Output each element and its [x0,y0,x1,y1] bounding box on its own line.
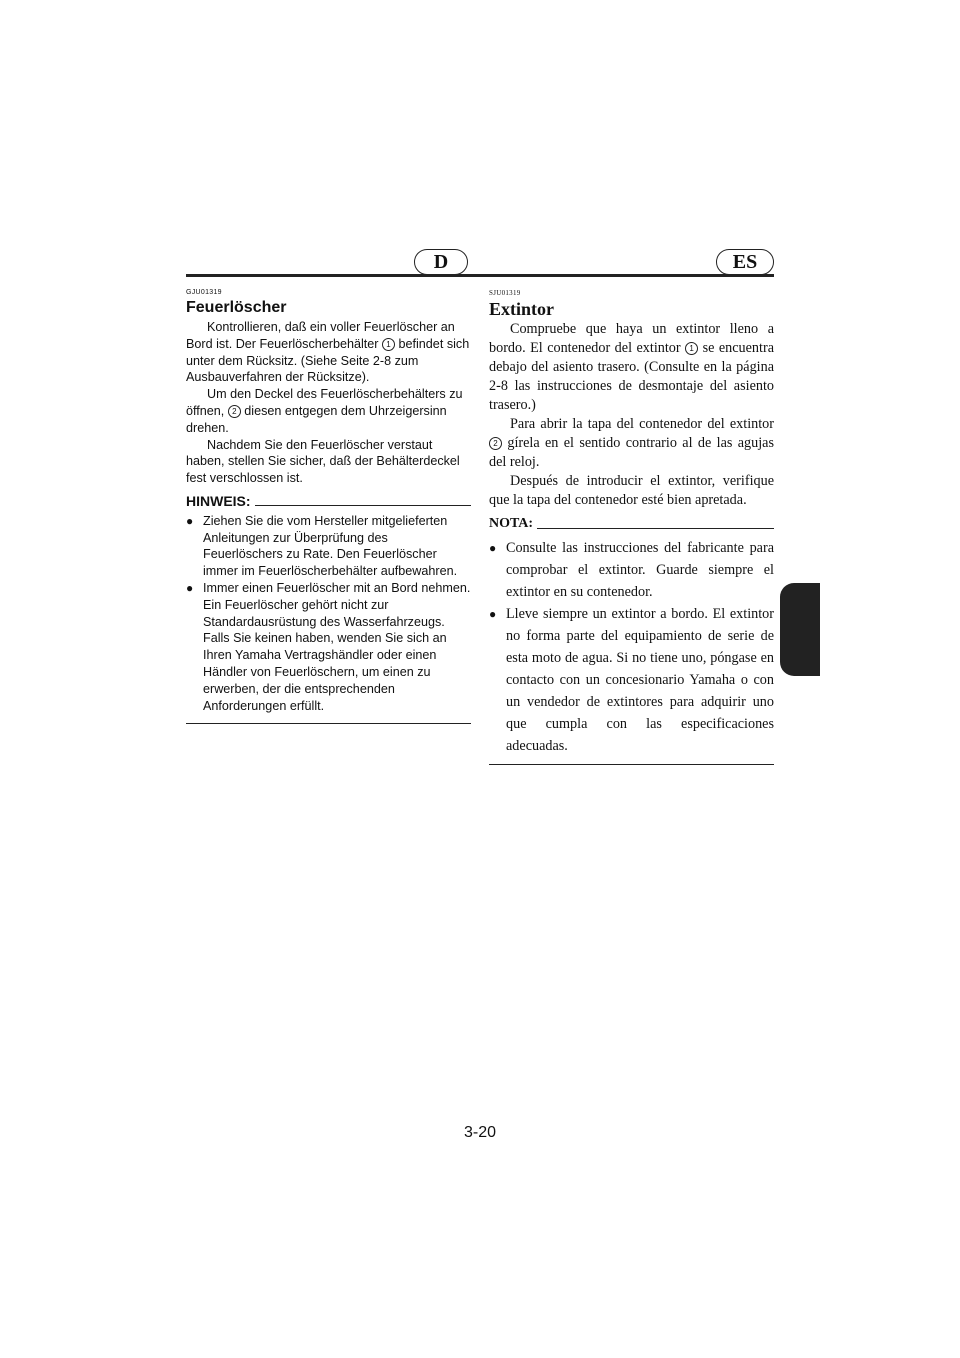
callout-number: 2 [228,405,241,418]
section-code: SJU01319 [489,289,521,297]
german-column [186,289,471,724]
list-item: ● Immer einen Feuerlöscher mit an Bord nehmen. Ein Feuerlöscher gehört nicht zur Standardausrüstung des Wasserfahrzeugs. Falls Sie keinen haben, wenden Sie sich an Ihren Yamaha Vertragshändler oder einen Händler von Feuerlöschern, um einen zu erwerben, der die entsprechenden Anforderungen erfüllt. [186,580,471,713]
bullet-icon: ● [186,513,194,528]
callout-number: 1 [382,338,395,351]
note-label: HINWEIS: [186,492,251,509]
note-rule [255,505,471,506]
section-title: Feuerlöscher [186,299,287,316]
chapter-tab [780,583,820,676]
language-tab-d: D [414,249,468,275]
section-code: GJU01319 [186,289,222,296]
list-item: ● Lleve siempre un extintor a bordo. El extintor no forma parte del equipamiento de serie de esta moto de agua. Si no tiene uno, póngase en contacto con un concesionario Yamaha o con un vendedor de extintores para adquirir uno que cumpla con las especificaciones adecuadas. [489,603,774,757]
section-title: Extintor [489,299,554,319]
end-rule [489,764,774,765]
note-heading [186,493,471,510]
language-tab-es: ES [716,249,774,275]
bullet-icon: ● [489,607,497,621]
paragraph: Kontrollieren, daß ein voller Feuerlöscher an Bord ist. Der Feuerlöscherbehälter 1 befindet sich unter dem Rücksitz. (Siehe Seite 2-8 zum Ausbauverfahren der Rücksitze). [186,320,470,385]
note-heading [489,514,774,533]
paragraph: Nachdem Sie den Feuerlöscher verstaut haben, stellen Sie sicher, daß der Behälterdeckel fest verschlossen ist. [186,437,460,486]
paragraph: Compruebe que haya un extintor lleno a bordo. El contenedor del extintor 1 se encuentra debajo del asiento trasero. (Consulte en la página 2-8 las instrucciones de desmontaje del asiento trasero.) [489,321,774,413]
callout-number: 1 [685,342,698,355]
list-item: ● Consulte las instrucciones del fabricante para comprobar el extintor. Guarde siempre el extintor en su contenedor. [489,537,774,603]
note-rule [537,528,774,529]
list-item: ● Ziehen Sie die vom Hersteller mitgelieferten Anleitungen zur Überprüfung des Feuerlöschers zu Rate. Den Feuerlöscher immer im Feuerlöscherbehälter aufbewahren. [186,513,458,579]
note-label: NOTA: [489,516,534,531]
end-rule [186,723,471,724]
bullet-icon: ● [489,541,497,555]
bullet-icon: ● [186,580,194,595]
paragraph: Después de introducir el extintor, verifique que la tapa del contenedor esté bien apretada. [489,473,774,508]
spanish-column [489,289,774,765]
callout-number: 2 [489,437,502,450]
header-rule [186,274,774,277]
paragraph: Um den Deckel des Feuerlöscherbehälters zu öffnen, 2 diesen entgegen dem Uhrzeigersinn drehen. [186,387,463,435]
page-number: 3-20 [463,1124,497,1141]
paragraph: Para abrir la tapa del contenedor del extintor 2 gírela en el sentido contrario al de las agujas del reloj. [489,416,774,470]
